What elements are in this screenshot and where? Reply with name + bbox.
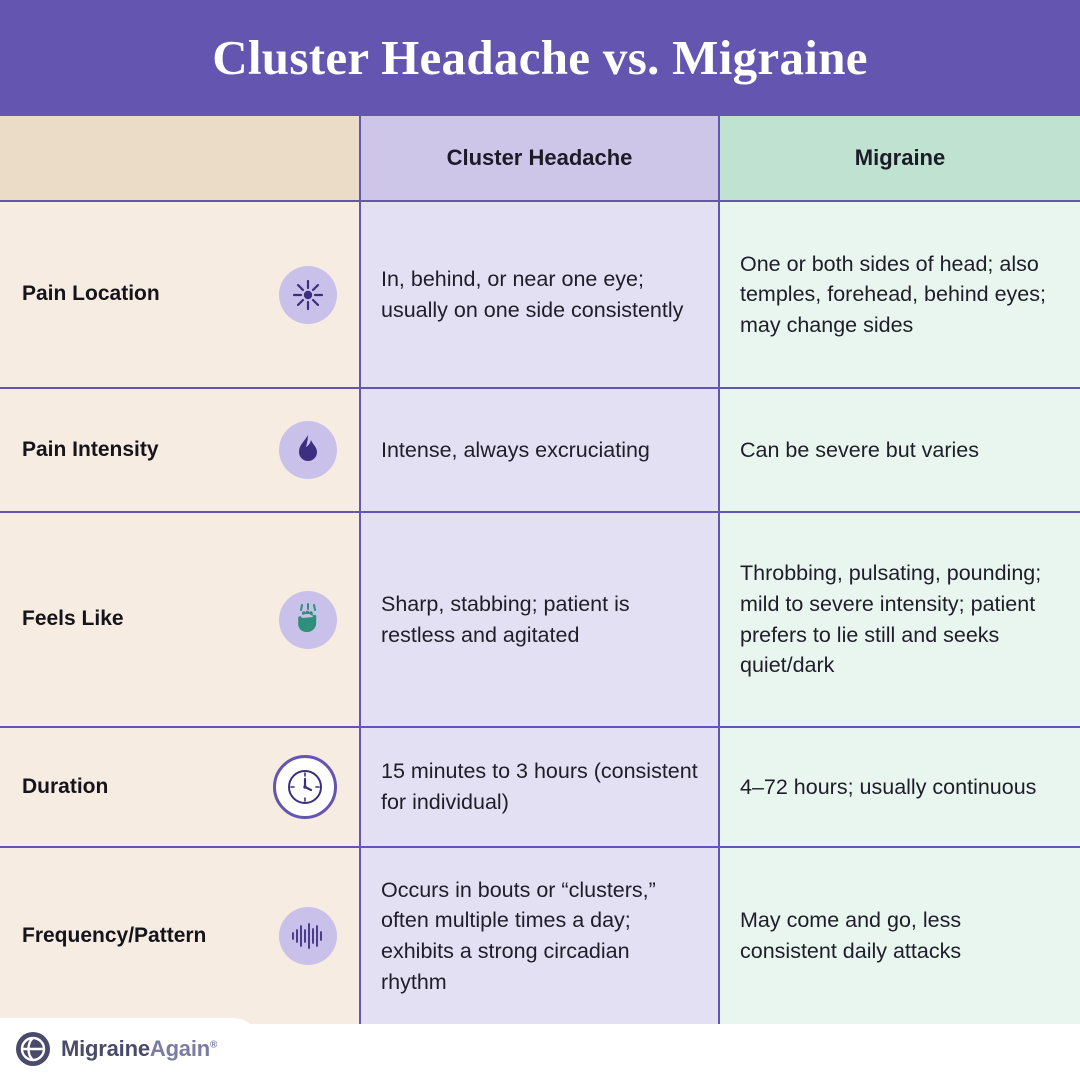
header-label-cluster: Cluster Headache [446,145,633,170]
migraine-text: Can be severe but varies [740,437,980,462]
header-cell-feature [0,116,361,200]
header-cell-migraine [720,116,1080,200]
row-label-cell [0,202,361,387]
row-label-cell [0,728,361,846]
row-label-cell [0,848,361,1024]
row-label: Frequency/Pattern [22,923,207,947]
row-label: Pain Intensity [22,437,159,461]
table-row [0,728,1080,848]
migraine-cell [720,728,1080,846]
header-cell-cluster [361,116,720,200]
title-banner [0,0,1080,114]
row-label: Pain Location [22,282,160,306]
cluster-text: In, behind, or near one eye; usually on one side consistently [381,266,684,322]
migraine-cell [720,202,1080,387]
logo-name-secondary: Again [149,1036,210,1061]
cluster-text: Intense, always excruciating [381,437,650,462]
flame-icon [279,421,337,479]
page-title: Cluster Headache vs. Migraine [212,29,868,85]
cluster-text: Sharp, stabbing; patient is restless and agitated [381,591,630,647]
row-label-cell [0,389,361,511]
row-label: Feels Like [22,607,124,631]
migraine-text: 4–72 hours; usually continuous [740,774,1037,799]
row-label: Duration [22,774,109,798]
cluster-cell [361,513,720,726]
table-row [0,202,1080,389]
cluster-cell [361,728,720,846]
migraine-again-logo-icon [14,1030,52,1068]
comparison-table [0,114,1080,1080]
migraine-text: One or both sides of head; also temples, forehead, behind eyes; may change sides [740,251,1046,337]
row-label-cell [0,513,361,726]
clock-icon [273,755,337,819]
logo-wordmark [61,1036,217,1062]
hand-tingling-icon [279,591,337,649]
migraine-text: May come and go, less consistent daily attacks [740,908,962,963]
logo-trademark: ® [210,1039,218,1051]
header-label-migraine: Migraine [854,145,946,170]
migraine-cell [720,389,1080,511]
brand-logo [0,1018,262,1080]
cluster-cell [361,389,720,511]
cluster-cell [361,202,720,387]
cluster-text: 15 minutes to 3 hours (consistent for individual) [381,759,698,814]
cluster-cell [361,848,720,1024]
table-header-row [0,116,1080,202]
table-row [0,389,1080,513]
burst-eye-pain-icon [279,266,337,324]
table-row [0,513,1080,728]
migraine-cell [720,848,1080,1024]
table-row [0,848,1080,1024]
waveform-icon [279,907,337,965]
cluster-text: Occurs in bouts or “clusters,” often multiple times a day; exhibits a strong circadian rhythm [381,877,656,994]
migraine-text: Throbbing, pulsating, pounding; mild to severe intensity; patient prefers to lie still and seeks quiet/dark [740,561,1042,678]
migraine-cell [720,513,1080,726]
logo-name-primary: Migraine [61,1036,150,1061]
